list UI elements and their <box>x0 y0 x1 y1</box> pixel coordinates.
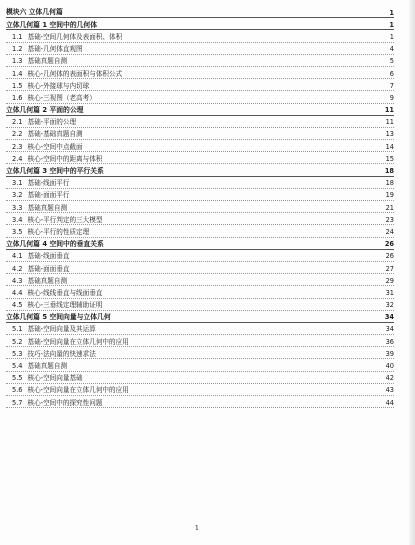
toc-entry[interactable] <box>6 347 394 359</box>
toc-entry-title: 核心-空间向量基础 <box>27 374 83 383</box>
toc-entry-title: 核心-平行的性质定理 <box>27 227 90 236</box>
toc-entry-number: 5.6 <box>12 386 23 395</box>
table-of-contents <box>6 6 394 408</box>
toc-page-number: 21 <box>385 203 394 212</box>
toc-entry-number: 1.5 <box>12 81 23 90</box>
toc-section-heading[interactable] <box>6 18 394 30</box>
toc-entry-title: 立体几何篇 5 空间向量与立体几何 <box>6 313 111 322</box>
toc-entry[interactable] <box>6 43 394 55</box>
toc-entry-number: 3.2 <box>12 191 23 200</box>
toc-entry-title: 技巧-法向量的快速求法 <box>27 349 96 358</box>
toc-section-heading[interactable] <box>6 104 394 116</box>
toc-section-heading[interactable] <box>6 6 394 18</box>
toc-entry-number: 5.2 <box>12 337 23 346</box>
toc-entry-number: 4.4 <box>12 288 23 297</box>
toc-page-number: 18 <box>385 179 394 188</box>
toc-entry-number: 1.1 <box>12 32 23 41</box>
toc-entry[interactable] <box>6 177 394 189</box>
toc-page-number: 44 <box>385 398 394 407</box>
toc-page-number: 36 <box>385 337 394 346</box>
toc-entry-title: 基础-线面垂直 <box>27 252 70 261</box>
toc-entry[interactable] <box>6 67 394 79</box>
toc-entry[interactable] <box>6 384 394 396</box>
toc-entry-number: 5.5 <box>12 374 23 383</box>
toc-entry-title: 立体几何篇 1 空间中的几何体 <box>6 20 98 29</box>
toc-entry[interactable] <box>6 225 394 237</box>
toc-entry[interactable] <box>6 396 394 408</box>
toc-entry[interactable] <box>6 286 394 298</box>
toc-page-number: 15 <box>385 154 394 163</box>
toc-page-number: 43 <box>385 386 394 395</box>
toc-page-number: 6 <box>389 69 394 78</box>
toc-entry-title: 核心-三垂线定理辅助证明 <box>27 301 103 310</box>
toc-entry-title: 核心-空间中的距离与体积 <box>27 154 103 163</box>
toc-page-number: 29 <box>385 276 394 285</box>
toc-entry-title: 核心-空间中的探究性问题 <box>27 398 103 407</box>
toc-page-number: 32 <box>385 301 394 310</box>
toc-entry-title: 基础-基础真题自测 <box>27 130 83 139</box>
toc-entry[interactable] <box>6 213 394 225</box>
toc-entry[interactable] <box>6 299 394 311</box>
toc-entry-title: 基础-平面的公理 <box>27 118 77 127</box>
toc-entry[interactable] <box>6 116 394 128</box>
toc-entry[interactable] <box>6 274 394 286</box>
toc-page-number: 11 <box>385 118 394 127</box>
toc-entry-number: 3.3 <box>12 203 23 212</box>
toc-entry-number: 3.1 <box>12 179 23 188</box>
toc-entry-title: 基础真题自测 <box>27 203 68 212</box>
toc-entry-number: 5.4 <box>12 362 23 371</box>
toc-entry[interactable] <box>6 201 394 213</box>
toc-entry-number: 1.4 <box>12 69 23 78</box>
toc-entry-title: 立体几何篇 2 平面的公理 <box>6 105 84 114</box>
toc-entry-number: 1.2 <box>12 45 23 54</box>
toc-entry-title: 核心-几何体的表面积与体积公式 <box>27 69 123 78</box>
toc-entry-title: 基础-空间向量及其运算 <box>27 325 96 334</box>
toc-page-number: 42 <box>385 374 394 383</box>
toc-entry[interactable] <box>6 152 394 164</box>
page-number: 1 <box>194 524 200 532</box>
toc-entry[interactable] <box>6 372 394 384</box>
toc-entry-title: 核心-平行判定的三大模型 <box>27 215 103 224</box>
toc-entry-title: 基础-空间几何体及表面积、体积 <box>27 32 123 41</box>
toc-entry[interactable] <box>6 140 394 152</box>
toc-entry-number: 2.4 <box>12 154 23 163</box>
toc-entry-title: 基础真题自测 <box>27 276 68 285</box>
toc-section-heading[interactable] <box>6 238 394 250</box>
toc-entry-number: 5.1 <box>12 325 23 334</box>
toc-entry-number: 2.2 <box>12 130 23 139</box>
toc-entry-title: 基础真题自测 <box>27 362 68 371</box>
toc-entry-title: 核心-空间向量在立体几何中的应用 <box>27 386 129 395</box>
scan-edge-shadow <box>409 0 415 545</box>
toc-entry-title: 立体几何篇 4 空间中的垂直关系 <box>6 239 104 248</box>
toc-entry-number: 4.2 <box>12 264 23 273</box>
toc-entry-title: 基础-面面垂直 <box>27 264 70 273</box>
toc-page-number: 24 <box>385 227 394 236</box>
toc-entry[interactable] <box>6 79 394 91</box>
toc-entry[interactable] <box>6 189 394 201</box>
toc-entry-number: 4.3 <box>12 276 23 285</box>
toc-entry-number: 4.5 <box>12 301 23 310</box>
toc-entry-title: 基础-几何体直观图 <box>27 45 83 54</box>
toc-page-number: 5 <box>389 57 394 66</box>
toc-entry-number: 5.3 <box>12 349 23 358</box>
toc-page-number: 1 <box>389 8 394 17</box>
toc-page-number: 13 <box>385 130 394 139</box>
toc-entry-number: 3.4 <box>12 215 23 224</box>
toc-entry[interactable] <box>6 262 394 274</box>
toc-entry-title: 基础-线面平行 <box>27 179 70 188</box>
toc-entry-title: 核心-线线垂直与线面垂直 <box>27 288 103 297</box>
toc-entry[interactable] <box>6 91 394 103</box>
toc-entry-title: 基础-面面平行 <box>27 191 70 200</box>
toc-entry-number: 3.5 <box>12 227 23 236</box>
toc-entry-number: 1.3 <box>12 57 23 66</box>
toc-entry-title: 核心-三视图（老高考） <box>27 93 96 102</box>
toc-entry-number: 2.1 <box>12 118 23 127</box>
toc-entry[interactable] <box>6 323 394 335</box>
toc-entry-title: 核心-空间中点截面 <box>27 142 83 151</box>
toc-page-number: 40 <box>385 362 394 371</box>
toc-page-number: 27 <box>385 264 394 273</box>
toc-page-number: 19 <box>385 191 394 200</box>
toc-page-number: 31 <box>385 288 394 297</box>
toc-entry[interactable] <box>6 359 394 371</box>
toc-page-number: 11 <box>384 106 394 115</box>
toc-entry-number: 4.1 <box>12 252 23 261</box>
toc-entry-title: 模块六 立体几何篇 <box>6 8 63 17</box>
toc-entry[interactable] <box>6 30 394 42</box>
toc-page-number: 39 <box>385 349 394 358</box>
toc-entry-title: 基础真题自测 <box>27 57 68 66</box>
toc-entry-number: 2.3 <box>12 142 23 151</box>
toc-entry-title: 立体几何篇 3 空间中的平行关系 <box>6 166 104 175</box>
toc-page-number: 23 <box>385 215 394 224</box>
toc-entry[interactable] <box>6 128 394 140</box>
toc-section-heading[interactable] <box>6 311 394 323</box>
toc-entry-title: 核心-外接球与内切球 <box>27 81 90 90</box>
toc-entry[interactable] <box>6 55 394 67</box>
toc-entry[interactable] <box>6 250 394 262</box>
toc-page-number: 18 <box>384 167 394 176</box>
toc-page-number: 34 <box>384 313 394 322</box>
toc-page-number: 14 <box>385 142 394 151</box>
toc-page-number: 7 <box>389 81 394 90</box>
toc-entry[interactable] <box>6 335 394 347</box>
toc-entry-title: 基础-空间向量在立体几何中的应用 <box>27 337 129 346</box>
toc-page-number: 9 <box>389 93 394 102</box>
toc-page-number: 26 <box>384 240 394 249</box>
toc-entry-number: 1.6 <box>12 93 23 102</box>
toc-page-number: 34 <box>385 325 394 334</box>
toc-page-number: 26 <box>385 252 394 261</box>
toc-entry-number: 5.7 <box>12 398 23 407</box>
toc-page-number: 1 <box>389 20 394 29</box>
toc-page-number: 1 <box>389 32 394 41</box>
toc-section-heading[interactable] <box>6 164 394 176</box>
toc-page-number: 4 <box>389 45 394 54</box>
